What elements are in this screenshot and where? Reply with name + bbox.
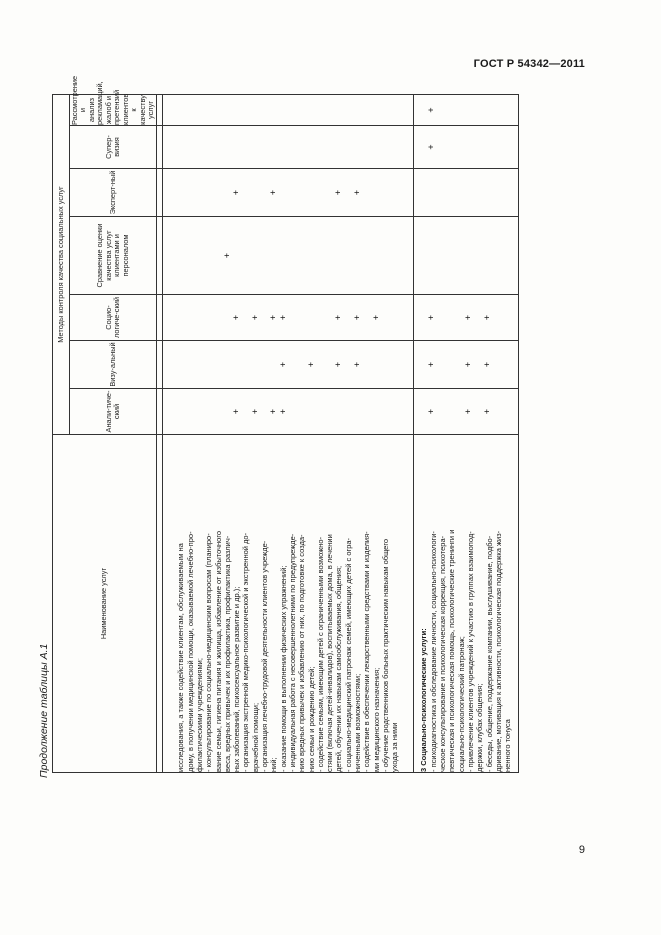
method-header-6: Супер-визия [70, 126, 157, 169]
standard-designation: ГОСТ Р 54342—2011 [473, 58, 585, 70]
plus-mark: + [268, 189, 279, 196]
method-cell [413, 341, 518, 389]
plus-mark: + [481, 314, 492, 321]
service-text-line: ных заболеваний, психосексуальное развитие и др.); [232, 586, 242, 772]
method-cell [413, 94, 518, 125]
plus-mark: + [426, 144, 437, 150]
plus-mark: + [426, 107, 437, 113]
service-text-line: социально-психологический патронаж; [456, 636, 466, 772]
plus-mark: + [481, 408, 492, 415]
method-cell [163, 389, 414, 435]
plus-mark: + [231, 314, 242, 321]
service-text-line: веса, вредных привычек и их профилактика, профилактика различ- [222, 535, 232, 772]
method-cell [413, 217, 518, 295]
method-header-3: Социо-логиче-ский [70, 295, 157, 341]
plus-mark: + [463, 314, 474, 321]
plus-mark: + [352, 361, 362, 368]
method-cell [163, 126, 414, 169]
service-text-line: - содействие семьям, имеющим детей с ограниченными возможно- [315, 536, 325, 772]
plus-mark: + [231, 408, 242, 415]
service-text-line: - консультирование по социально-медицинским вопросам (планиро- [204, 533, 214, 772]
method-cell [163, 295, 414, 341]
plus-mark: + [277, 361, 288, 368]
service-text-line: нию семьи и рождению детей; [306, 666, 316, 772]
plus-mark: + [463, 408, 474, 415]
service-text-line: держки, клубах общения; [475, 683, 485, 772]
service-text-line: дривание, мотивация к активности, психологическая поддержка жиз- [493, 530, 503, 772]
service-text-line: стями (включая детей-инвалидов), воспитываемых дома, в лечении [325, 534, 335, 772]
plus-mark: + [221, 252, 232, 259]
service-text-line: - индивидуальная работа с несовершеннолетними по предупрежде- [287, 533, 297, 772]
section-heading: 3 Социально-психологические услуги: [419, 628, 429, 772]
quality-control-table [52, 75, 519, 773]
service-cell [413, 435, 518, 773]
method-cell [163, 217, 414, 295]
method-header-7: Рассмотрение и анализ рекламаций, жалоб и претензий клиентов к качеству услуг [69, 75, 155, 125]
service-text-line: вание семьи, гигиена питания и жилища, избавление от избыточного [213, 530, 223, 772]
service-column-header: Наименование услуг [53, 435, 157, 773]
service-text-line: исследования, а также содействие клиентам, обслуживаемым на [176, 543, 186, 772]
plus-mark: + [333, 361, 344, 368]
plus-mark: + [333, 314, 344, 321]
service-cell [163, 435, 414, 773]
plus-mark: + [249, 314, 260, 321]
service-text-line: - беседы, общение, поддержание компании, выслушивание, подбо- [484, 535, 494, 772]
methods-group-header: Методы контроля качества социальных услуг [53, 94, 70, 434]
service-text-line: врачебной помощи; [250, 702, 260, 772]
plus-mark: + [370, 314, 381, 321]
service-text-line: - содействие в обеспечении лекарственными средствами и изделия- [362, 531, 372, 772]
plus-mark: + [352, 314, 362, 321]
service-text-line: - организация экстренной медико-психологической и экстренной до- [241, 532, 251, 772]
plus-mark: + [426, 408, 437, 415]
service-text-line: ненного тонуса [503, 719, 513, 772]
page-number: 9 [578, 844, 585, 856]
service-text-line: - психодиагностика и обследование личности, социально-психологи- [428, 531, 438, 772]
plus-mark: + [426, 361, 437, 368]
plus-mark: + [277, 314, 288, 321]
table-caption: Продолжение таблицы А.1 [38, 643, 50, 778]
method-cell [413, 126, 518, 169]
service-text-line: филактическими учреждениями; [194, 658, 204, 772]
service-text-line: ухода за ними [390, 722, 400, 772]
service-text-line: - оказание помощи в выполнении физических упражнений; [278, 565, 288, 772]
plus-mark: + [481, 361, 492, 368]
plus-mark: + [231, 189, 242, 196]
service-text-line: нию вредных привычек и избавлению от них, по подготовке к созда- [297, 534, 307, 772]
service-text-line: ми медицинского назначения; [371, 667, 381, 772]
plus-mark: + [333, 189, 344, 196]
plus-mark: + [426, 314, 437, 321]
method-cell [413, 389, 518, 435]
service-text-line: ческое консультирование и психологическая коррекция, психотера- [438, 535, 448, 772]
plus-mark: + [277, 408, 288, 415]
method-header-5: Эксперт-ный [70, 169, 157, 217]
method-header-1: Анали-тиче-ский [70, 389, 157, 435]
service-text-line: ний; [269, 757, 279, 772]
service-text-line: ниченными возможностями; [352, 673, 362, 772]
method-cell [163, 169, 414, 217]
plus-mark: + [249, 408, 260, 415]
service-text-line: - привлечение клиентов учреждений к участию в группах взаимопод- [465, 531, 475, 772]
method-cell [413, 295, 518, 341]
service-text-line: детей, обучении их навыкам самообслуживания, общения; [334, 565, 344, 772]
plus-mark: + [352, 189, 362, 196]
service-text-line: певтическая и психологическая помощь, психологические тренинги и [447, 529, 457, 772]
plus-mark: + [305, 361, 316, 368]
plus-mark: + [268, 408, 279, 415]
plus-mark: + [268, 314, 279, 321]
method-header-2: Визу-альный [70, 341, 157, 389]
rotated-table-area [38, 75, 524, 778]
method-header-4: Сравнение оценки качества услуг клиентами и персоналом [70, 217, 157, 295]
method-cell [413, 169, 518, 217]
service-text-line: дому, в получении медицинской помощи, оказываемой лечебно-про- [185, 531, 195, 772]
service-text-line: - организация лечебно-трудовой деятельности клиентов учрежде- [260, 540, 270, 772]
service-text-line: - обучение родственников больных практическим навыкам общего [380, 538, 390, 772]
service-text-line: - социально-медицинский патронаж семей, имеющих детей с огра- [343, 537, 353, 772]
method-cell [163, 341, 414, 389]
plus-mark: + [463, 361, 474, 368]
method-cell [163, 94, 414, 125]
